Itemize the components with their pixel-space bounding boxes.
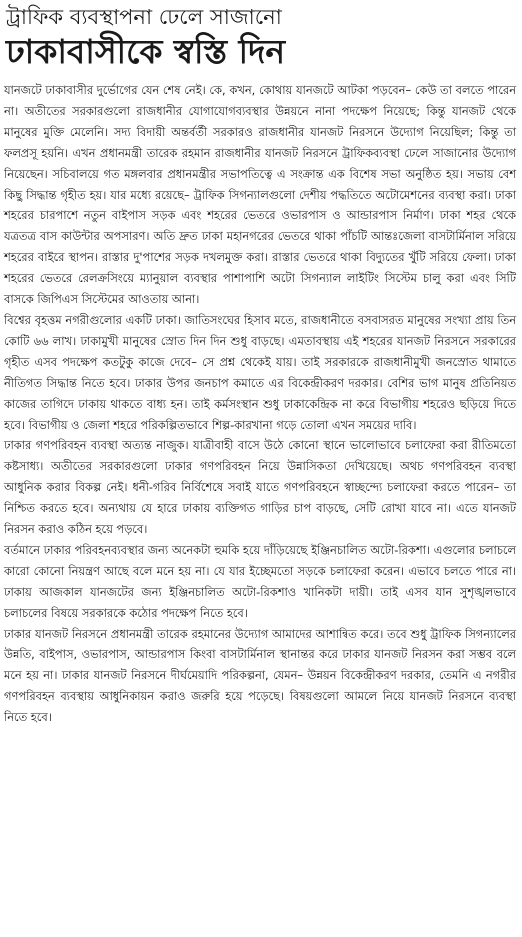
- body-paragraph: বর্তমানে ঢাকার পরিবহনব্যবস্থার জন্য অনেকটা হুমকি হয়ে দাঁড়িয়েছে ইঞ্জিনচালিত অটো-রিকশা। এগুলোর চলাচলে কারো কোনো নিয়ন্ত্রণ আছে বলে মনে হয় না। যে যার ইচ্ছেমতো সড়কে চলাফেরা করেন। এভাবে চলতে পারে না। ঢাকায় আজকাল যানজটের জন্য ইঞ্জিনচালিত অটো-রিকশাও খানিকটা দায়ী। তাই এসব যান সুশৃঙ্খলভাবে চলাচলের বিষয়ে সরকারকে কঠোর পদক্ষেপ নিতে হবে।: [4, 542, 516, 620]
- body-paragraph: ঢাকার গণপরিবহন ব্যবস্থা অত্যন্ত নাজুক। যাত্রীবাহী বাসে উঠে কোনো স্থানে ভালোভাবে চলাফেরা করা রীতিমতো কষ্টসাধ্য। অতীতের সরকারগুলো ঢাকার গণপরিবহন নিয়ে উন্নাসিকতা দেখিয়েছে। অথচ গণপরিবহন ব্যবস্থা আধুনিক করার বিকল্প নেই। ধনী-গরিব নির্বিশেষে সবাই যাতে গণপরিবহনে স্বাচ্ছন্দ্যে চলাফেরা করতে পারেন– তা নিশ্চিত করতে হবে। অন্যথায় যে হারে ঢাকায় ব্যক্তিগত গাড়ির চাপ বাড়ছে, সেটি রোখা যাবে না। এতে যানজট নিরসন করাও কঠিন হয়ে পড়বে।: [4, 438, 516, 537]
- body-paragraph: যানজটে ঢাকাবাসীর দুর্ভোগের যেন শেষ নেই। কে, কখন, কোথায় যানজটে আটকা পড়বেন– কেউ তা বলতে পারেন না। অতীতের সরকারগুলো রাজধানীর যোগাযোগব্যবস্থার উন্নয়নে নানা পদক্ষেপ নিয়েছে; কিন্তু যানজট থেকে মানুষের মুক্তি মেলেনি। সদ্য বিদায়ী অন্তর্বর্তী সরকারও রাজধানীর যানজট নিরসনে উদ্যোগ নিয়েছিল; কিন্তু তা ফলপ্রসূ হয়নি। এখন প্রধানমন্ত্রী তারেক রহমান রাজধানীর যানজট নিরসনে ট্রাফিকব্যবস্থা ঢেলে সাজানোর উদ্যোগ নিয়েছেন। সচিবালয়ে গত মঙ্গলবার প্রধানমন্ত্রীর সভাপতিত্বে এ সংক্রান্ত এক বিশেষ সভা অনুষ্ঠিত হয়। সভায় বেশ কিছু সিদ্ধান্ত গৃহীত হয়। যার মধ্যে রয়েছে– ট্রাফিক সিগন্যালগুলো দেশীয় পদ্ধতিতে অটোমেশনের ব্যবস্থা করা। ঢাকা শহরের চারপাশে নতুন বাইপাস সড়ক এবং শহরের ভেতরে ওভারপাস ও আন্ডারপাস নির্মাণ। ঢাকা শহর থেকে যত্রতত্র বাস কাউন্টার অপসারণ। অতি দ্রুত ঢাকা মহানগরের ভেতরে থাকা পাঁচটি আন্তঃজেলা বাসটার্মিনাল সরিয়ে শহরের বাইরে স্থাপন। রাস্তার দু'পাশের সড়ক দখলমুক্ত করা। রাস্তার ভেতরে থাকা বিদ্যুতের খুঁটি সরিয়ে ফেলা। ঢাকা শহরের ভেতরে রেলক্রসিংয়ে ম্যানুয়াল ব্যবস্থার পাশাপাশি অটো সিগন্যাল লাইটিং সিস্টেম চালু করা এবং সিটি বাসকে জিপিএস সিস্টেমের আওতায় আনা।: [4, 83, 516, 307]
- article-body: [4, 80, 516, 728]
- article-kicker: ট্রাফিক ব্যবস্থাপনা ঢেলে সাজানো: [6, 5, 282, 29]
- article-headline: ঢাকাবাসীকে স্বস্তি দিন: [6, 32, 286, 71]
- body-paragraph: বিশ্বের বৃহত্তম নগরীগুলোর একটি ঢাকা। জাতিসংঘের হিসাব মতে, রাজধানীতে বসবাসরত মানুষের সংখ্যা প্রায় তিন কোটি ৬৬ লাখ। ঢাকামুখী মানুষের স্রোত দিন দিন শুধু বাড়ছে। এমতাবস্থায় এই শহরের যানজট নিরসনে সরকারের গৃহীত এসব পদক্ষেপ কতটুকু কাজে দেবে– সে প্রশ্ন থেকেই যায়। তাই সরকারকে রাজধানীমুখী জনস্রোত থামাতে নীতিগত সিদ্ধান্ত নিতে হবে। ঢাকার উপর জনচাপ কমাতে এর বিকেন্দ্রীকরণ দরকার। বেশির ভাগ মানুষ প্রতিনিয়ত কাজের তাগিদে ঢাকায় থাকতে বাধ্য হন। তাই কর্মসংস্থান শুধু ঢাকাকেন্দ্রিক না করে বিভাগীয় শহরেও ছড়িয়ে দিতে হবে। বিভাগীয় ও জেলা শহরে পরিকল্পিতভাবে শিল্প-কারখানা গড়ে তোলা এখন সময়ের দাবি।: [4, 312, 516, 432]
- body-paragraph: ঢাকার যানজট নিরসনে প্রধানমন্ত্রী তারেক রহমানের উদ্যোগ আমাদের আশান্বিত করে। তবে শুধু ট্রাফিক সিগন্যালের উন্নতি, বাইপাস, ওভারপাস, আন্ডারপাস কিংবা বাসটার্মিনাল স্থানান্তর করে ঢাকার যানজট নিরসন করা সম্ভব বলে মনে হয় না। ঢাকার যানজট নিরসনে দীর্ঘমেয়াদি পরিকল্পনা, যেমন– উন্নয়ন বিকেন্দ্রীকরণ দরকার, তেমনি এ নগরীর গণপরিবহন ব্যবস্থায় আধুনিকায়ন করাও জরুরি হয়ে পড়েছে। বিষয়গুলো আমলে নিয়ে যানজট নিরসনে ব্যবস্থা নিতে হবে।: [4, 626, 516, 725]
